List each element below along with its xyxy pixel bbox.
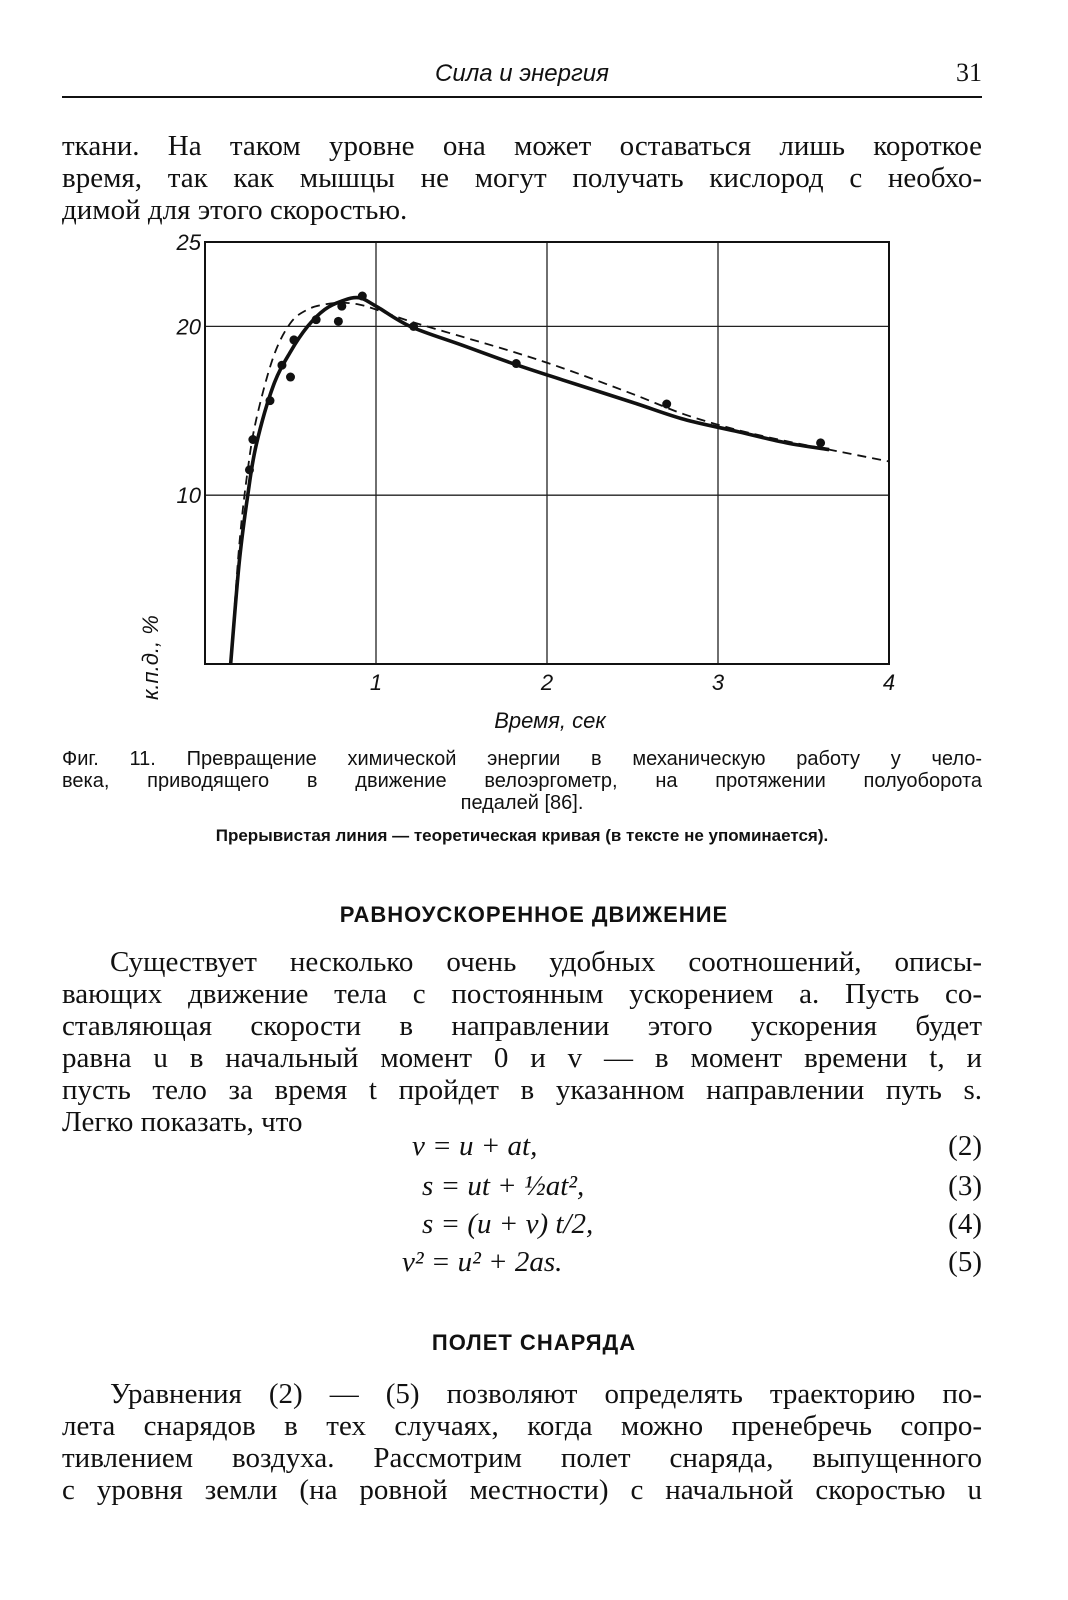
text-line: лета снарядов в тех случаях, когда можно пренебречь сопро- xyxy=(62,1410,982,1442)
caption-line: века, приводящего в движение велоэргометр, на протяжении полуоборота xyxy=(62,770,982,792)
data-point xyxy=(248,435,257,444)
caption-line: Фиг. 11. Превращение химической энергии в механическую работу у чело- xyxy=(62,748,982,770)
text-line: время, так как мышцы не могут получать кислород с необхо- xyxy=(62,162,982,194)
text-line: Существует несколько очень удобных соотношений, описы- xyxy=(110,946,982,978)
equation-number: (2) xyxy=(948,1130,982,1162)
data-point xyxy=(245,465,254,474)
measured-curve xyxy=(231,298,830,664)
data-point xyxy=(358,292,367,301)
data-point xyxy=(662,400,671,409)
x-tick-label: 4 xyxy=(882,670,896,695)
text-line: ткани. На таком уровне она может оставаться лишь короткое xyxy=(62,130,982,162)
data-point xyxy=(512,359,521,368)
x-tick-label: 3 xyxy=(711,670,725,695)
text-line: вающих движение тела с постоянным ускорением a. Пусть со- xyxy=(62,978,982,1010)
y-tick-label: 20 xyxy=(176,314,201,340)
text-line: димой для этого скоростью. xyxy=(62,194,408,226)
section-heading: ПОЛЕТ СНАРЯДА xyxy=(431,1330,637,1355)
data-point xyxy=(312,315,321,324)
equation-number: (5) xyxy=(948,1246,982,1278)
x-tick-label: 2 xyxy=(540,670,554,695)
text-line: Уравнения (2) — (5) позволяют определять траекторию по- xyxy=(110,1378,982,1410)
header-title: Сила и энергия xyxy=(435,60,609,87)
x-axis-label: Время, сек xyxy=(494,708,606,733)
data-point xyxy=(409,322,418,331)
y-axis-label: к.п.д., % xyxy=(138,615,163,700)
chart-grid xyxy=(205,242,889,664)
efficiency-chart xyxy=(120,230,920,740)
running-header xyxy=(62,58,982,98)
data-point xyxy=(286,373,295,382)
theoretical-curve xyxy=(231,303,889,664)
text-line: с уровня земли (на ровной местности) с начальной скоростью u xyxy=(62,1474,982,1506)
equation: s = (u + v) t/2, xyxy=(422,1208,594,1240)
data-point xyxy=(816,438,825,447)
equation: s = ut + ½at², xyxy=(422,1170,585,1202)
y-tick-label: 25 xyxy=(176,230,201,255)
figure-caption xyxy=(62,748,982,814)
data-point xyxy=(289,335,298,344)
equation: v² = u² + 2as. xyxy=(402,1246,563,1278)
paragraph-continuation xyxy=(62,130,982,226)
section-heading: РАВНОУСКОРЕННОЕ ДВИЖЕНИЕ xyxy=(339,902,729,927)
caption-note: Прерывистая линия — теоретическая кривая (в тексте не упоминается). xyxy=(215,826,829,845)
y-tick-label: 10 xyxy=(176,483,201,509)
data-point xyxy=(277,361,286,370)
data-point xyxy=(337,302,346,311)
text-line: пусть тело за время t пройдет в указанном направлении путь s. xyxy=(62,1074,982,1106)
text-line: тивлением воздуха. Рассмотрим полет снаряда, выпущенного xyxy=(62,1442,982,1474)
equation-number: (4) xyxy=(948,1208,982,1240)
caption-line: педалей [86]. xyxy=(460,792,584,814)
x-tick-label: 1 xyxy=(369,670,383,695)
text-line: Легко показать, что xyxy=(62,1106,303,1138)
text-line: ставляющая скорости в направлении этого ускорения будет xyxy=(62,1010,982,1042)
page-number: 31 xyxy=(956,58,982,87)
equation: v = u + at, xyxy=(412,1130,538,1162)
data-point xyxy=(334,317,343,326)
text-line: равна u в начальный момент 0 и v — в момент времени t, и xyxy=(62,1042,982,1074)
section-paragraph xyxy=(62,946,982,1138)
data-point xyxy=(265,396,274,405)
section-paragraph xyxy=(62,1378,982,1506)
equation-number: (3) xyxy=(948,1170,982,1202)
